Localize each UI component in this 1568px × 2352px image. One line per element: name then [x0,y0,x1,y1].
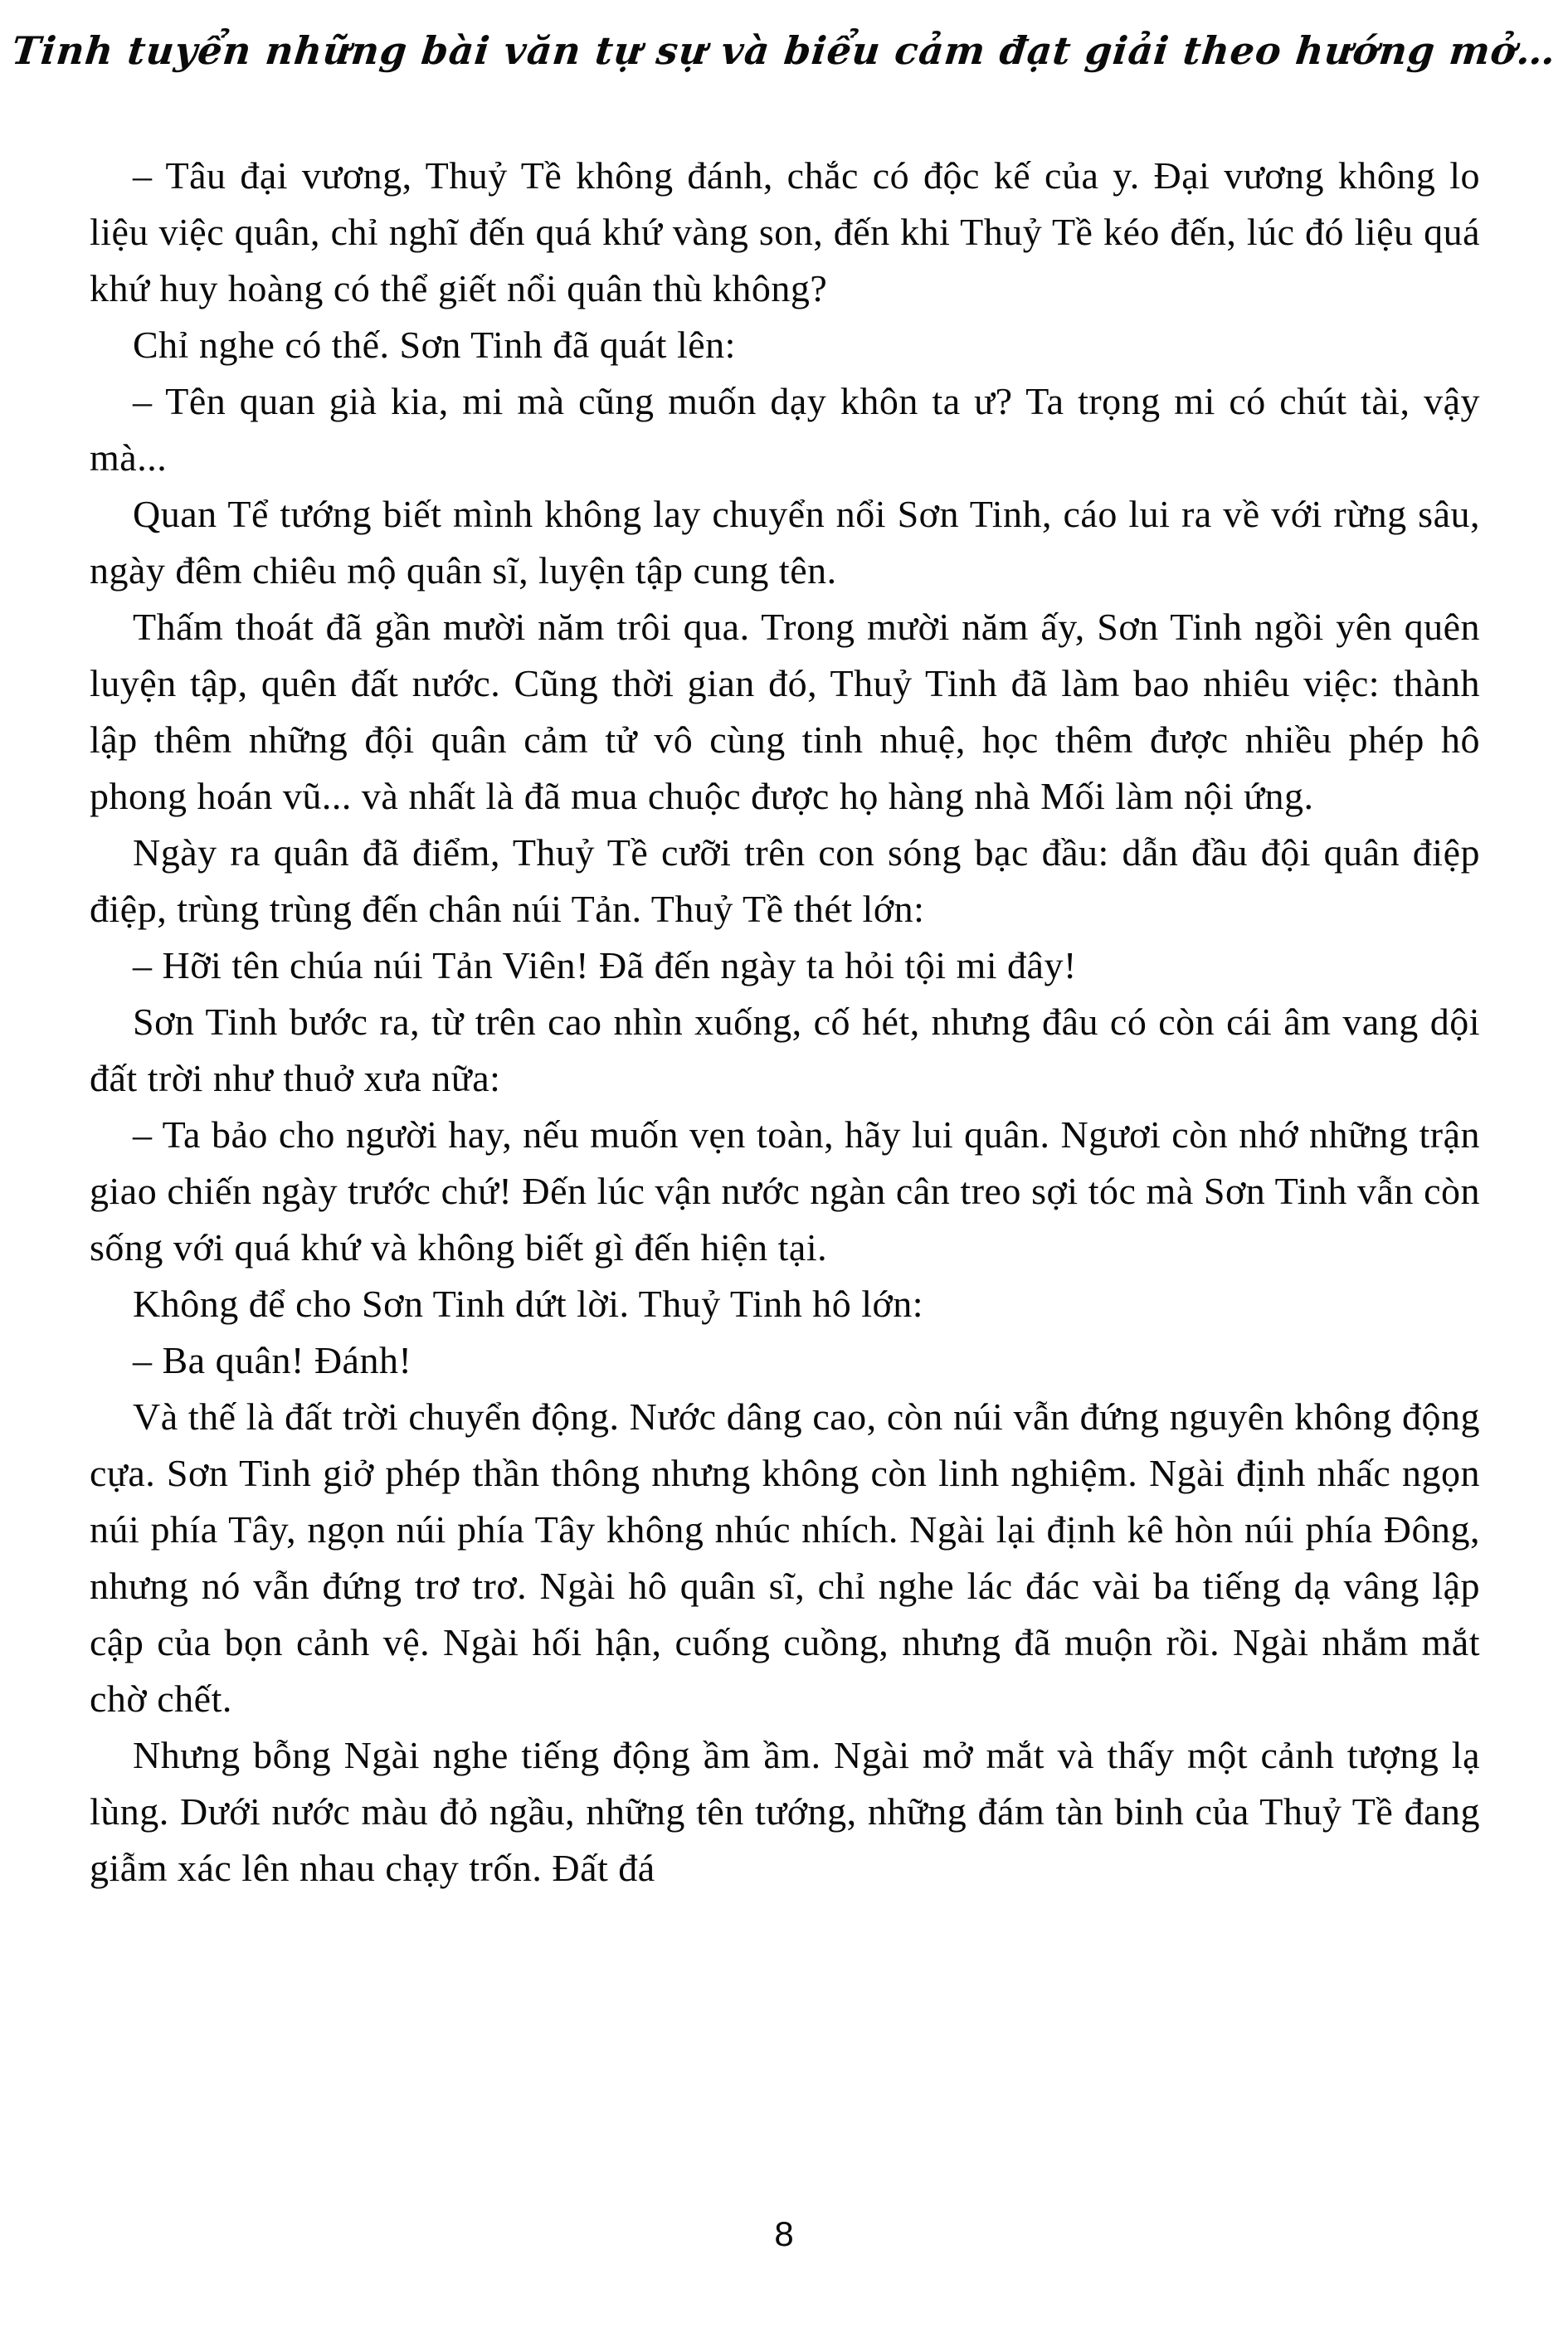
page-footer [0,2214,1568,2254]
page-number: 8 [774,2214,794,2253]
paragraph: Không để cho Sơn Tinh dứt lời. Thuỷ Tinh hô lớn: [133,1283,924,1325]
paragraph: – Tâu đại vương, Thuỷ Tề không đánh, chắc có độc kế của y. Đại vương không lo liệu việc quân, chỉ nghĩ đến quá khứ vàng son, đến khi Thuỷ Tề kéo đến, lúc đó liệu quá khứ huy hoàng có thể giết nổi quân thù không? [90,154,1480,309]
paragraph: Nhưng bỗng Ngài nghe tiếng động ầm ầm. Ngài mở mắt và thấy một cảnh tượng lạ lùng. Dưới nước màu đỏ ngầu, những tên tướng, những đám tàn binh của Thuỷ Tề đang giẫm xác lên nhau chạy trốn. Đất đá [90,1734,1480,1889]
paragraph: Sơn Tinh bước ra, từ trên cao nhìn xuống, cố hét, nhưng đâu có còn cái âm vang dội đất trời như thuở xưa nữa: [90,1001,1480,1099]
paragraph: – Ta bảo cho người hay, nếu muốn vẹn toàn, hãy lui quân. Ngươi còn nhớ những trận giao chiến ngày trước chứ! Đến lúc vận nước ngàn cân treo sợi tóc mà Sơn Tinh vẫn còn sống với quá khứ và không biết gì đến hiện tại. [90,1113,1480,1269]
paragraph: Thấm thoát đã gần mười năm trôi qua. Trong mười năm ấy, Sơn Tinh ngồi yên quên luyện tập, quên đất nước. Cũng thời gian đó, Thuỷ Tinh đã làm bao nhiêu việc: thành lập thêm những đội quân cảm tử vô cùng tinh nhuệ, học thêm được nhiều phép hô phong hoán vũ... và nhất là đã mua chuộc được họ hàng nhà Mối làm nội ứng. [90,606,1480,817]
paragraph: Ngày ra quân đã điểm, Thuỷ Tề cưỡi trên con sóng bạc đầu: dẫn đầu đội quân điệp điệp, trùng trùng đến chân núi Tản. Thuỷ Tề thét lớn: [90,831,1480,930]
paragraph: Và thế là đất trời chuyển động. Nước dâng cao, còn núi vẫn đứng nguyên không động cựa. Sơn Tinh giở phép thần thông nhưng không còn linh nghiệm. Ngài định nhấc ngọn núi phía Tây, ngọn núi phía Tây không nhúc nhích. Ngài lại định kê hòn núi phía Đông, nhưng nó vẫn đứng trơ trơ. Ngài hô quân sĩ, chỉ nghe lác đác vài ba tiếng dạ vâng lập cập của bọn cảnh vệ. Ngài hối hận, cuống cuồng, nhưng đã muộn rồi. Ngài nhắm mắt chờ chết. [90,1395,1480,1720]
paragraph: – Ba quân! Đánh! [133,1339,412,1381]
running-header: Tinh tuyển những bài văn tự sự và biểu cảm đạt giải theo hướng mở… [9,28,1559,73]
paragraph: – Hỡi tên chúa núi Tản Viên! Đã đến ngày ta hỏi tội mi đây! [133,944,1077,986]
paragraph: Quan Tể tướng biết mình không lay chuyển nổi Sơn Tinh, cáo lui ra về với rừng sâu, ngày đêm chiêu mộ quân sĩ, luyện tập cung tên. [90,493,1480,592]
paragraph: Chỉ nghe có thế. Sơn Tinh đã quát lên: [133,324,736,366]
body-text [90,148,1480,1897]
paragraph: – Tên quan già kia, mi mà cũng muốn dạy khôn ta ư? Ta trọng mi có chút tài, vậy mà... [90,380,1480,479]
